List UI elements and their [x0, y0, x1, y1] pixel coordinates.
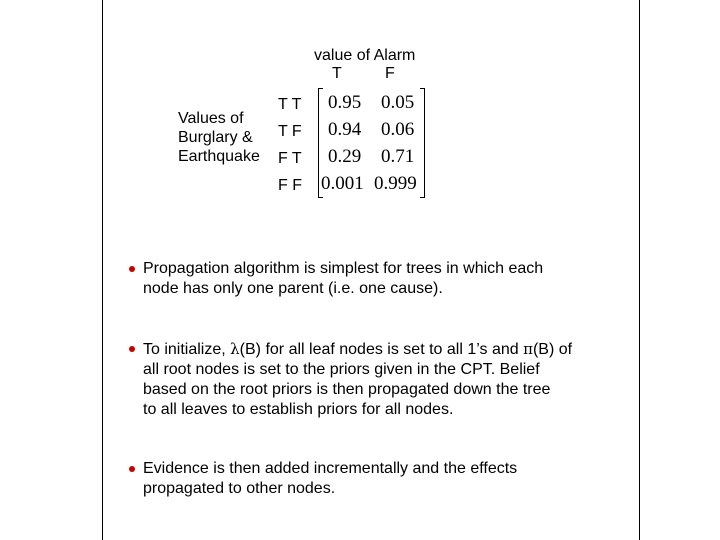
bullet-2-line-2: all root nodes is set to the priors given in the CPT. Belief	[143, 361, 540, 378]
row-label-ft: F T	[278, 150, 302, 167]
cell-tf-t: 0.94	[328, 119, 362, 140]
row-group-label-line-1: Values of	[178, 110, 244, 127]
bullet-2-line-1-part-a: To initialize,	[143, 341, 231, 358]
bullet-3-text	[143, 459, 623, 499]
bullet-1-dot	[129, 266, 135, 272]
row-group-label-line-2: Burglary &	[178, 129, 253, 146]
bullet-2-line-1	[143, 339, 623, 360]
cell-ff-f: 0.999	[374, 173, 417, 194]
bullet-2-line-3: based on the root priors is then propagated down the tree	[143, 381, 551, 398]
row-label-tt: T T	[278, 96, 302, 113]
row-label-tf: T F	[278, 123, 302, 140]
bullet-3-line-1: Evidence is then added incrementally and the effects	[143, 460, 518, 477]
bullet-2-line-1-part-b: (B) for all leaf nodes is set to all 1’s and	[239, 341, 524, 358]
bullet-2-text	[143, 339, 623, 420]
pi-symbol: π	[523, 340, 533, 358]
bullet-3-line-2: propagated to other nodes.	[143, 480, 336, 497]
cell-tt-t: 0.95	[328, 92, 362, 113]
bullet-1-line-1: Propagation algorithm is simplest for trees in which each	[143, 260, 544, 277]
row-group-label-line-3: Earthquake	[178, 148, 260, 165]
bullet-2-line-1-part-c: (B) of	[532, 341, 573, 358]
bullet-1-text	[143, 259, 623, 299]
matrix-right-bracket	[420, 88, 425, 198]
bullet-3-dot	[129, 466, 135, 472]
col-label-t: T	[332, 65, 342, 82]
cell-ft-t: 0.29	[328, 146, 362, 167]
cell-ft-f: 0.71	[381, 146, 415, 167]
cell-ff-t: 0.001	[321, 173, 364, 194]
bullet-2-dot	[129, 346, 135, 352]
bullet-1-line-2: node has only one parent (i.e. one cause).	[143, 280, 443, 297]
cell-tf-f: 0.06	[381, 119, 415, 140]
bullet-2-line-4: to all leaves to establish priors for all nodes.	[143, 401, 454, 418]
row-label-ff: F F	[278, 177, 302, 194]
cell-tt-f: 0.05	[381, 92, 415, 113]
table-header-title: value of Alarm	[314, 47, 416, 64]
lambda-symbol: λ	[230, 340, 240, 358]
col-label-f: F	[385, 65, 395, 82]
